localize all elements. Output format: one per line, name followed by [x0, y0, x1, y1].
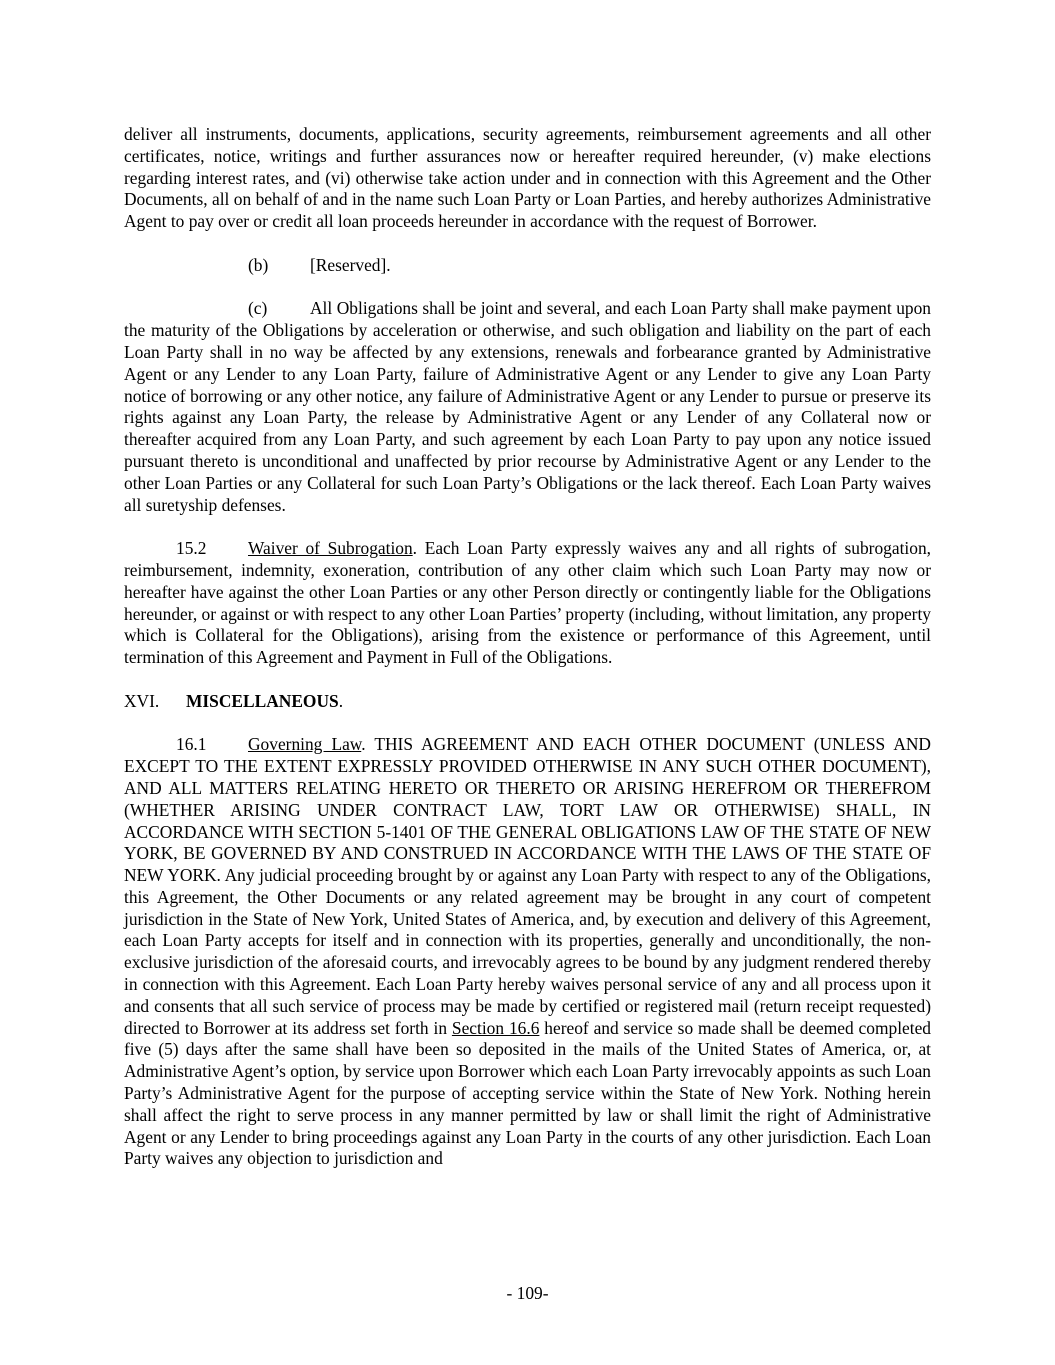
section-15-2-text: . Each Loan Party expressly waives any and all rights of subrogation, reimbursement, indemnity, exoneration, contribution of any other claim which such Loan Party may now or hereafter have against the other Loan Parties or any other Person directly or contingently liable for the Obligations hereunder, or against or with respect to any other Loan Parties’ property (including, without limitation, any property which is Collateral for the Obligations), arising from the existence or performance of this Agreement, until termination of this Agreement and Payment in Full of the Obligations.	[124, 538, 931, 668]
subsection-c-number: (c)	[248, 298, 268, 319]
paragraph-continuation: deliver all instruments, documents, applications, security agreements, reimbursement agreements and all other certificates, notice, writings and further assurances now or hereafter required hereunder, (v) make elections regarding interest rates, and (vi) otherwise take action under and in connection with this Agreement and the Other Documents, all on behalf of and in the name such Loan Party or Loan Parties, and hereby authorizes Administrative Agent to pay over or credit all loan proceeds hereunder in accordance with the request of Borrower.	[124, 124, 931, 232]
subsection-b-number: (b)	[248, 254, 269, 275]
section-16-1-text-b: hereof and service so made shall be deemed completed five (5) days after the same shall have been so deposited in the mails of the United States of America, or, at Administrative Agent’s option, by service upon Borrower which each Loan Party irrevocably appoints as such Loan Party’s Administrative Agent for the purpose of accepting service within the State of New York. Nothing herein shall affect the right to serve process in any manner permitted by law or shall limit the right of Administrative Agent or any Lender to bring proceedings against any Loan Party in the courts of any other jurisdiction. Each Loan Party waives any objection to jurisdiction and	[124, 1017, 931, 1169]
subsection-b-text: [Reserved].	[310, 254, 391, 275]
section-16-1	[124, 734, 931, 1170]
article-number: XVI.	[124, 690, 160, 711]
article-period: .	[338, 690, 344, 711]
article-heading	[124, 691, 931, 713]
paragraph-gap	[124, 516, 931, 538]
paragraph-gap	[124, 233, 931, 255]
paragraph-gap	[124, 713, 931, 735]
subsection-c-text: All Obligations shall be joint and several, and each Loan Party shall make payment upon the maturity of the Obligations by acceleration or otherwise, and such obligation and liability on the part of each Loan Party shall in no way be affected by any extensions, renewals and forbearance granted by Administrative Agent or any Lender to any Loan Party, failure of Administrative Agent or any Lender to give any Loan Party notice of borrowing or any other notice, any failure of Administrative Agent or any Lender to pursue or preserve its rights against any Loan Party, the release by Administrative Agent or any Lender of any Collateral now or thereafter acquired from any Loan Party, and such agreement by each Loan Party to pay upon any notice issued pursuant thereto is unconditional and unaffected by prior recourse by Administrative Agent or any Lender to the other Loan Parties or any Collateral for such Loan Party’s Obligations or the lack thereof. Each Loan Party waives all suretyship defenses.	[124, 298, 931, 515]
paragraph-gap	[124, 669, 931, 691]
section-15-2	[124, 538, 931, 669]
section-16-1-number: 16.1	[176, 734, 207, 755]
paragraph-gap	[124, 277, 931, 299]
subsection-c	[124, 298, 931, 516]
document-page	[124, 124, 931, 1170]
section-16-1-text-a: . THIS AGREEMENT AND EACH OTHER DOCUMENT (UNLESS AND EXCEPT TO THE EXTENT EXPRESSLY PROVIDED OTHERWISE IN ANY SUCH OTHER DOCUMENT), AND ALL MATTERS RELATING HERETO OR THERETO OR ARISING HEREFROM OR THEREFROM (WHETHER ARISING UNDER CONTRACT LAW, TORT LAW OR OTHERWISE) SHALL, IN ACCORDANCE WITH SECTION 5-1401 OF THE GENERAL OBLIGATIONS LAW OF THE STATE OF NEW YORK, BE GOVERNED BY AND CONSTRUED IN ACCORDANCE WITH THE LAWS OF THE STATE OF NEW YORK. Any judicial proceeding brought by or against any Loan Party with respect to any of the Obligations, this Agreement, the Other Documents or any related agreement may be brought in any court of competent jurisdiction in the State of New York, United States of America, and, by execution and delivery of this Agreement, each Loan Party accepts for itself and in connection with its properties, generally and unconditionally, the non-exclusive jurisdiction of the aforesaid courts, and irrevocably agrees to be bound by any judgment rendered thereby in connection with this Agreement. Each Loan Party hereby waives personal service of any and all process upon it and consents that all such service of process may be made by certified or registered mail (return receipt requested) directed to Borrower at its address set forth in	[124, 734, 931, 1038]
section-15-2-title: Waiver of Subrogation	[248, 538, 413, 559]
section-15-2-number: 15.2	[176, 538, 207, 559]
subsection-b	[124, 255, 931, 277]
section-16-6-reference: Section 16.6	[451, 1017, 540, 1038]
article-title: MISCELLANEOUS	[186, 690, 339, 711]
page-number: - 109-	[506, 1283, 549, 1303]
section-16-1-title: Governing Law	[248, 734, 362, 755]
